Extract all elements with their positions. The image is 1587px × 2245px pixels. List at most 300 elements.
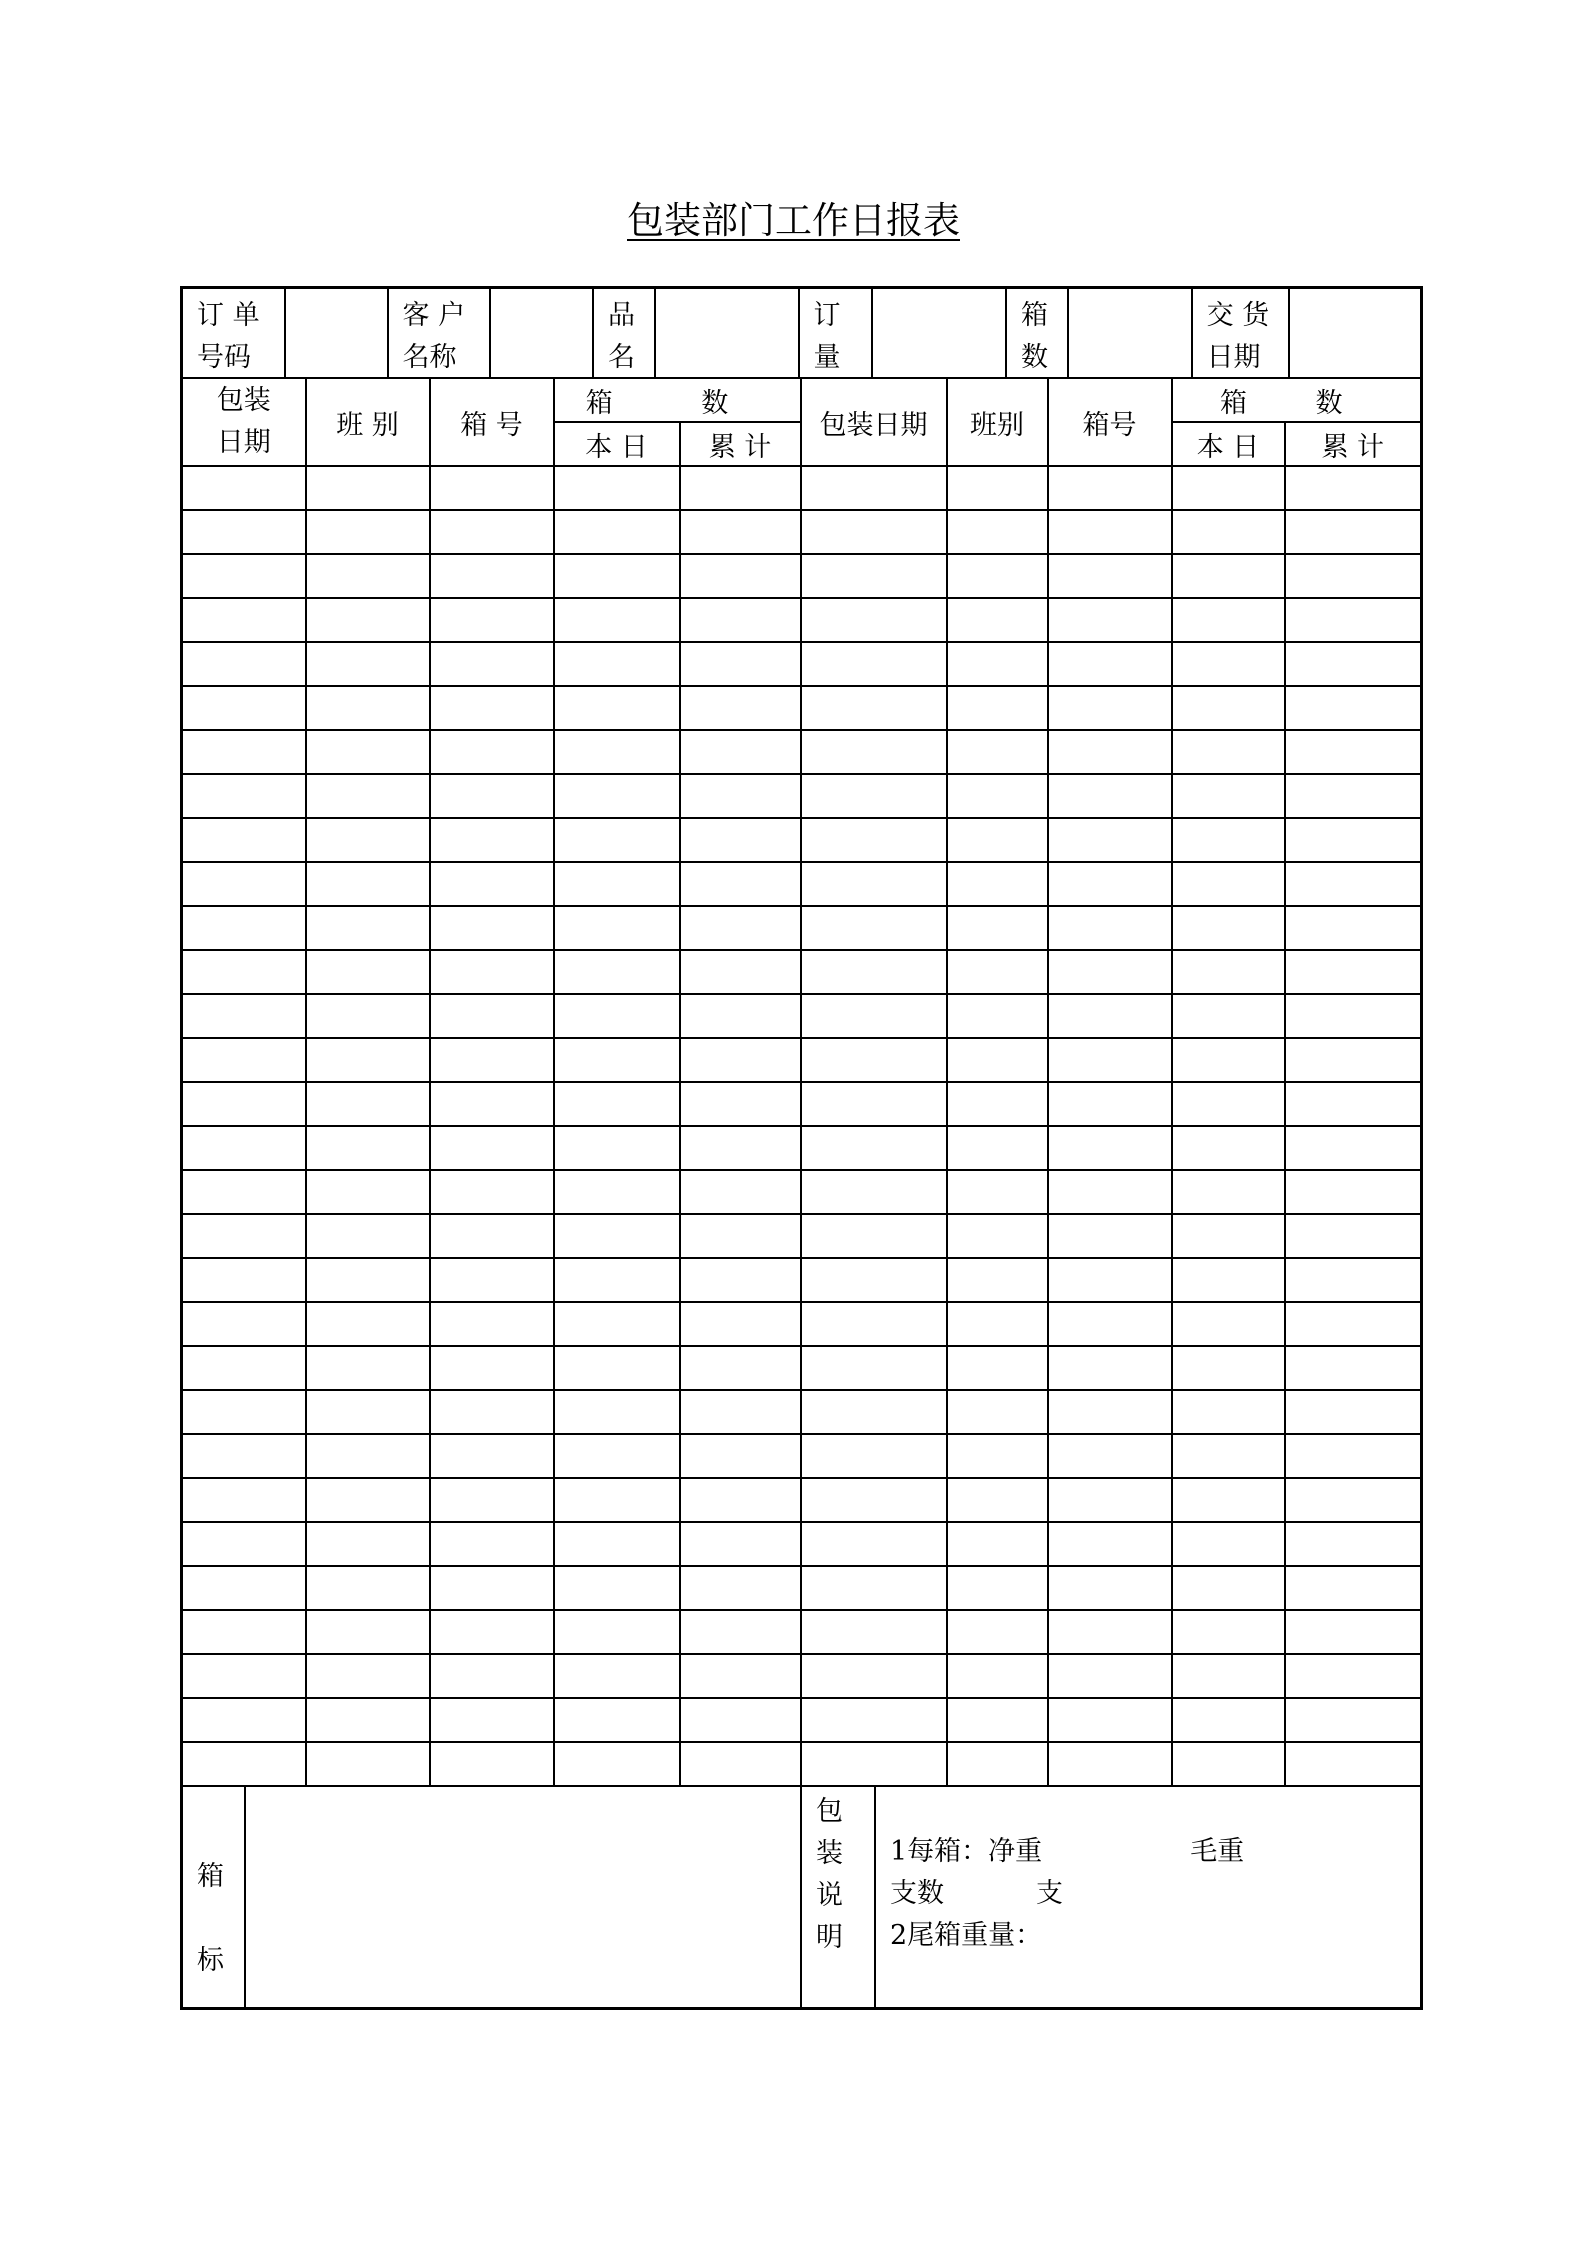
- table-cell[interactable]: [306, 466, 430, 510]
- table-cell[interactable]: [430, 730, 554, 774]
- table-cell[interactable]: [554, 1742, 680, 1786]
- table-cell[interactable]: [1285, 1522, 1422, 1566]
- table-cell[interactable]: [801, 950, 947, 994]
- table-cell[interactable]: [430, 1258, 554, 1302]
- table-cell[interactable]: [801, 642, 947, 686]
- table-cell[interactable]: [680, 1698, 801, 1742]
- table-cell[interactable]: [680, 1478, 801, 1522]
- table-cell[interactable]: [1172, 1434, 1285, 1478]
- table-cell[interactable]: [1285, 1346, 1422, 1390]
- table-cell[interactable]: [306, 554, 430, 598]
- table-cell[interactable]: [1048, 906, 1172, 950]
- table-cell[interactable]: [947, 1610, 1048, 1654]
- table-cell[interactable]: [680, 1742, 801, 1786]
- table-cell[interactable]: [1048, 466, 1172, 510]
- table-cell[interactable]: [1172, 510, 1285, 554]
- table-cell[interactable]: [182, 862, 306, 906]
- table-cell[interactable]: [306, 1170, 430, 1214]
- table-cell[interactable]: [947, 1126, 1048, 1170]
- table-cell[interactable]: [1285, 950, 1422, 994]
- table-cell[interactable]: [306, 774, 430, 818]
- table-cell[interactable]: [801, 1258, 947, 1302]
- table-cell[interactable]: [680, 554, 801, 598]
- table-cell[interactable]: [554, 1478, 680, 1522]
- table-cell[interactable]: [947, 1258, 1048, 1302]
- table-cell[interactable]: [947, 730, 1048, 774]
- table-cell[interactable]: [1172, 1038, 1285, 1082]
- table-cell[interactable]: [554, 1654, 680, 1698]
- table-cell[interactable]: [680, 598, 801, 642]
- table-cell[interactable]: [430, 950, 554, 994]
- table-cell[interactable]: [430, 1654, 554, 1698]
- table-cell[interactable]: [1285, 1742, 1422, 1786]
- table-cell[interactable]: [801, 906, 947, 950]
- table-cell[interactable]: [182, 774, 306, 818]
- table-cell[interactable]: [947, 818, 1048, 862]
- table-cell[interactable]: [430, 1434, 554, 1478]
- table-cell[interactable]: [680, 686, 801, 730]
- table-cell[interactable]: [801, 994, 947, 1038]
- table-cell[interactable]: [1172, 1258, 1285, 1302]
- table-cell[interactable]: [947, 1434, 1048, 1478]
- table-cell[interactable]: [1172, 1126, 1285, 1170]
- table-cell[interactable]: [801, 1038, 947, 1082]
- table-cell[interactable]: [680, 730, 801, 774]
- table-cell[interactable]: [947, 906, 1048, 950]
- order-qty-field[interactable]: [873, 289, 1007, 377]
- table-cell[interactable]: [182, 1126, 306, 1170]
- table-cell[interactable]: [947, 510, 1048, 554]
- table-cell[interactable]: [1172, 774, 1285, 818]
- table-cell[interactable]: [554, 1302, 680, 1346]
- table-cell[interactable]: [1172, 1390, 1285, 1434]
- table-cell[interactable]: [801, 1346, 947, 1390]
- table-cell[interactable]: [306, 818, 430, 862]
- table-cell[interactable]: [1285, 1214, 1422, 1258]
- table-cell[interactable]: [430, 554, 554, 598]
- table-cell[interactable]: [1048, 510, 1172, 554]
- table-cell[interactable]: [182, 1170, 306, 1214]
- table-cell[interactable]: [1172, 906, 1285, 950]
- table-cell[interactable]: [1285, 598, 1422, 642]
- table-cell[interactable]: [1048, 1170, 1172, 1214]
- table-cell[interactable]: [680, 1654, 801, 1698]
- table-cell[interactable]: [1285, 1258, 1422, 1302]
- table-cell[interactable]: [1285, 862, 1422, 906]
- table-cell[interactable]: [554, 1126, 680, 1170]
- table-cell[interactable]: [801, 598, 947, 642]
- table-cell[interactable]: [801, 1698, 947, 1742]
- table-cell[interactable]: [1172, 1346, 1285, 1390]
- table-cell[interactable]: [1285, 1126, 1422, 1170]
- table-cell[interactable]: [801, 1170, 947, 1214]
- table-cell[interactable]: [680, 1258, 801, 1302]
- table-cell[interactable]: [430, 1610, 554, 1654]
- table-cell[interactable]: [306, 1742, 430, 1786]
- table-cell[interactable]: [680, 1038, 801, 1082]
- table-cell[interactable]: [306, 510, 430, 554]
- table-cell[interactable]: [947, 554, 1048, 598]
- table-cell[interactable]: [680, 994, 801, 1038]
- table-cell[interactable]: [1285, 1566, 1422, 1610]
- table-cell[interactable]: [680, 862, 801, 906]
- table-cell[interactable]: [306, 1522, 430, 1566]
- table-cell[interactable]: [1172, 686, 1285, 730]
- table-cell[interactable]: [306, 1302, 430, 1346]
- table-cell[interactable]: [801, 730, 947, 774]
- table-cell[interactable]: [554, 554, 680, 598]
- table-cell[interactable]: [1048, 862, 1172, 906]
- table-cell[interactable]: [801, 1522, 947, 1566]
- table-cell[interactable]: [947, 774, 1048, 818]
- table-cell[interactable]: [430, 1302, 554, 1346]
- table-cell[interactable]: [680, 906, 801, 950]
- table-cell[interactable]: [430, 1478, 554, 1522]
- table-cell[interactable]: [1172, 1742, 1285, 1786]
- table-cell[interactable]: [182, 466, 306, 510]
- table-cell[interactable]: [801, 862, 947, 906]
- table-cell[interactable]: [306, 1434, 430, 1478]
- table-cell[interactable]: [430, 466, 554, 510]
- table-cell[interactable]: [306, 598, 430, 642]
- table-cell[interactable]: [554, 1434, 680, 1478]
- table-cell[interactable]: [1048, 1214, 1172, 1258]
- table-cell[interactable]: [947, 1566, 1048, 1610]
- table-cell[interactable]: [1172, 1654, 1285, 1698]
- table-cell[interactable]: [1285, 994, 1422, 1038]
- table-cell[interactable]: [1285, 906, 1422, 950]
- table-cell[interactable]: [306, 730, 430, 774]
- box-count-field[interactable]: [1069, 289, 1193, 377]
- table-cell[interactable]: [680, 1082, 801, 1126]
- table-cell[interactable]: [1285, 730, 1422, 774]
- table-cell[interactable]: [947, 1478, 1048, 1522]
- table-cell[interactable]: [554, 598, 680, 642]
- table-cell[interactable]: [182, 1742, 306, 1786]
- table-cell[interactable]: [1285, 1082, 1422, 1126]
- table-cell[interactable]: [306, 642, 430, 686]
- table-cell[interactable]: [182, 1082, 306, 1126]
- table-cell[interactable]: [1048, 1390, 1172, 1434]
- table-cell[interactable]: [947, 994, 1048, 1038]
- table-cell[interactable]: [801, 510, 947, 554]
- table-cell[interactable]: [1172, 1214, 1285, 1258]
- table-cell[interactable]: [306, 686, 430, 730]
- table-cell[interactable]: [947, 1654, 1048, 1698]
- table-cell[interactable]: [306, 1126, 430, 1170]
- table-cell[interactable]: [182, 1346, 306, 1390]
- table-cell[interactable]: [947, 1038, 1048, 1082]
- table-cell[interactable]: [430, 1742, 554, 1786]
- table-cell[interactable]: [430, 1346, 554, 1390]
- table-cell[interactable]: [554, 1214, 680, 1258]
- table-cell[interactable]: [182, 1566, 306, 1610]
- table-cell[interactable]: [182, 818, 306, 862]
- table-cell[interactable]: [430, 686, 554, 730]
- table-cell[interactable]: [182, 686, 306, 730]
- table-cell[interactable]: [680, 818, 801, 862]
- table-cell[interactable]: [1285, 686, 1422, 730]
- table-cell[interactable]: [554, 1346, 680, 1390]
- table-cell[interactable]: [1285, 774, 1422, 818]
- table-cell[interactable]: [947, 1742, 1048, 1786]
- table-cell[interactable]: [1172, 950, 1285, 994]
- table-cell[interactable]: [1285, 1654, 1422, 1698]
- table-cell[interactable]: [947, 1522, 1048, 1566]
- table-cell[interactable]: [182, 642, 306, 686]
- table-cell[interactable]: [1048, 1346, 1172, 1390]
- table-cell[interactable]: [554, 1522, 680, 1566]
- table-cell[interactable]: [801, 1082, 947, 1126]
- table-cell[interactable]: [554, 818, 680, 862]
- table-cell[interactable]: [801, 1742, 947, 1786]
- table-cell[interactable]: [1048, 1478, 1172, 1522]
- table-cell[interactable]: [306, 1478, 430, 1522]
- table-cell[interactable]: [947, 1698, 1048, 1742]
- table-cell[interactable]: [1048, 1302, 1172, 1346]
- table-cell[interactable]: [182, 1390, 306, 1434]
- table-cell[interactable]: [182, 1698, 306, 1742]
- table-cell[interactable]: [1172, 818, 1285, 862]
- table-cell[interactable]: [1172, 598, 1285, 642]
- table-cell[interactable]: [554, 730, 680, 774]
- table-cell[interactable]: [1285, 1610, 1422, 1654]
- table-cell[interactable]: [947, 1390, 1048, 1434]
- table-cell[interactable]: [306, 1082, 430, 1126]
- table-cell[interactable]: [801, 1610, 947, 1654]
- table-cell[interactable]: [306, 1258, 430, 1302]
- table-cell[interactable]: [1172, 1566, 1285, 1610]
- table-cell[interactable]: [306, 862, 430, 906]
- table-cell[interactable]: [430, 1170, 554, 1214]
- table-cell[interactable]: [554, 466, 680, 510]
- table-cell[interactable]: [1048, 730, 1172, 774]
- product-field[interactable]: [656, 289, 800, 377]
- table-cell[interactable]: [801, 774, 947, 818]
- table-cell[interactable]: [680, 774, 801, 818]
- table-cell[interactable]: [1172, 994, 1285, 1038]
- table-cell[interactable]: [554, 1258, 680, 1302]
- table-cell[interactable]: [947, 1346, 1048, 1390]
- table-cell[interactable]: [1172, 862, 1285, 906]
- customer-field[interactable]: [491, 289, 594, 377]
- table-cell[interactable]: [1172, 1302, 1285, 1346]
- table-cell[interactable]: [801, 686, 947, 730]
- table-cell[interactable]: [182, 554, 306, 598]
- table-cell[interactable]: [801, 1390, 947, 1434]
- table-cell[interactable]: [680, 1346, 801, 1390]
- table-cell[interactable]: [430, 510, 554, 554]
- table-cell[interactable]: [554, 1170, 680, 1214]
- table-cell[interactable]: [1285, 1478, 1422, 1522]
- table-cell[interactable]: [554, 642, 680, 686]
- table-cell[interactable]: [430, 1390, 554, 1434]
- table-cell[interactable]: [554, 1566, 680, 1610]
- table-cell[interactable]: [430, 862, 554, 906]
- table-cell[interactable]: [801, 1214, 947, 1258]
- table-cell[interactable]: [680, 950, 801, 994]
- table-cell[interactable]: [680, 1214, 801, 1258]
- table-cell[interactable]: [1285, 1170, 1422, 1214]
- table-cell[interactable]: [1172, 730, 1285, 774]
- table-cell[interactable]: [1172, 642, 1285, 686]
- table-cell[interactable]: [801, 1478, 947, 1522]
- table-cell[interactable]: [680, 1522, 801, 1566]
- table-cell[interactable]: [430, 1126, 554, 1170]
- table-cell[interactable]: [1048, 1522, 1172, 1566]
- table-cell[interactable]: [182, 1302, 306, 1346]
- table-cell[interactable]: [680, 466, 801, 510]
- table-cell[interactable]: [182, 1610, 306, 1654]
- table-cell[interactable]: [182, 598, 306, 642]
- table-cell[interactable]: [182, 1258, 306, 1302]
- table-cell[interactable]: [1048, 1082, 1172, 1126]
- table-cell[interactable]: [680, 1390, 801, 1434]
- table-cell[interactable]: [1048, 686, 1172, 730]
- table-cell[interactable]: [182, 1478, 306, 1522]
- table-cell[interactable]: [430, 1522, 554, 1566]
- table-cell[interactable]: [680, 1170, 801, 1214]
- table-cell[interactable]: [430, 1082, 554, 1126]
- table-cell[interactable]: [680, 510, 801, 554]
- table-cell[interactable]: [947, 950, 1048, 994]
- table-cell[interactable]: [554, 1390, 680, 1434]
- table-cell[interactable]: [1048, 1434, 1172, 1478]
- table-cell[interactable]: [306, 1038, 430, 1082]
- table-cell[interactable]: [182, 1214, 306, 1258]
- table-cell[interactable]: [1048, 1126, 1172, 1170]
- table-cell[interactable]: [1285, 1434, 1422, 1478]
- table-cell[interactable]: [554, 994, 680, 1038]
- table-cell[interactable]: [554, 686, 680, 730]
- table-cell[interactable]: [430, 1214, 554, 1258]
- table-cell[interactable]: [947, 686, 1048, 730]
- table-cell[interactable]: [430, 994, 554, 1038]
- table-cell[interactable]: [306, 1654, 430, 1698]
- table-cell[interactable]: [1048, 598, 1172, 642]
- table-cell[interactable]: [1048, 994, 1172, 1038]
- table-cell[interactable]: [306, 1566, 430, 1610]
- table-cell[interactable]: [182, 730, 306, 774]
- table-cell[interactable]: [947, 1214, 1048, 1258]
- table-cell[interactable]: [1285, 1698, 1422, 1742]
- box-mark-field[interactable]: [246, 1787, 802, 2007]
- table-cell[interactable]: [1048, 1610, 1172, 1654]
- table-cell[interactable]: [554, 862, 680, 906]
- table-cell[interactable]: [947, 466, 1048, 510]
- table-cell[interactable]: [1172, 1170, 1285, 1214]
- table-cell[interactable]: [1048, 642, 1172, 686]
- table-cell[interactable]: [801, 1126, 947, 1170]
- table-cell[interactable]: [1285, 466, 1422, 510]
- table-cell[interactable]: [801, 554, 947, 598]
- table-cell[interactable]: [182, 1434, 306, 1478]
- table-cell[interactable]: [182, 906, 306, 950]
- table-cell[interactable]: [1285, 1302, 1422, 1346]
- table-cell[interactable]: [430, 598, 554, 642]
- table-cell[interactable]: [182, 1038, 306, 1082]
- table-cell[interactable]: [1048, 774, 1172, 818]
- table-cell[interactable]: [554, 510, 680, 554]
- table-cell[interactable]: [1172, 554, 1285, 598]
- table-cell[interactable]: [1048, 1654, 1172, 1698]
- table-cell[interactable]: [554, 1610, 680, 1654]
- table-cell[interactable]: [306, 1214, 430, 1258]
- table-cell[interactable]: [801, 1302, 947, 1346]
- table-cell[interactable]: [680, 1434, 801, 1478]
- table-cell[interactable]: [554, 950, 680, 994]
- table-cell[interactable]: [1285, 1038, 1422, 1082]
- table-cell[interactable]: [1048, 1566, 1172, 1610]
- table-cell[interactable]: [947, 642, 1048, 686]
- table-cell[interactable]: [430, 1038, 554, 1082]
- table-cell[interactable]: [306, 994, 430, 1038]
- table-cell[interactable]: [947, 598, 1048, 642]
- table-cell[interactable]: [1172, 1698, 1285, 1742]
- table-cell[interactable]: [306, 950, 430, 994]
- table-cell[interactable]: [554, 1698, 680, 1742]
- table-cell[interactable]: [947, 1302, 1048, 1346]
- table-cell[interactable]: [430, 774, 554, 818]
- table-cell[interactable]: [1285, 642, 1422, 686]
- table-cell[interactable]: [554, 1038, 680, 1082]
- table-cell[interactable]: [554, 906, 680, 950]
- table-cell[interactable]: [1048, 554, 1172, 598]
- table-cell[interactable]: [430, 906, 554, 950]
- table-cell[interactable]: [1172, 1610, 1285, 1654]
- table-cell[interactable]: [1285, 1390, 1422, 1434]
- table-cell[interactable]: [1172, 1082, 1285, 1126]
- table-cell[interactable]: [554, 1082, 680, 1126]
- table-cell[interactable]: [430, 1698, 554, 1742]
- table-cell[interactable]: [947, 1082, 1048, 1126]
- table-cell[interactable]: [1048, 1742, 1172, 1786]
- table-cell[interactable]: [1285, 510, 1422, 554]
- table-cell[interactable]: [680, 1126, 801, 1170]
- table-cell[interactable]: [1048, 950, 1172, 994]
- table-cell[interactable]: [1048, 1698, 1172, 1742]
- table-cell[interactable]: [306, 1610, 430, 1654]
- table-cell[interactable]: [1048, 1038, 1172, 1082]
- table-cell[interactable]: [182, 994, 306, 1038]
- table-cell[interactable]: [947, 1170, 1048, 1214]
- table-cell[interactable]: [182, 1522, 306, 1566]
- table-cell[interactable]: [680, 1302, 801, 1346]
- table-cell[interactable]: [554, 774, 680, 818]
- table-cell[interactable]: [947, 862, 1048, 906]
- table-cell[interactable]: [182, 1654, 306, 1698]
- table-cell[interactable]: [430, 818, 554, 862]
- table-cell[interactable]: [680, 1566, 801, 1610]
- table-cell[interactable]: [306, 1390, 430, 1434]
- table-cell[interactable]: [306, 1698, 430, 1742]
- table-cell[interactable]: [801, 1434, 947, 1478]
- table-cell[interactable]: [1285, 554, 1422, 598]
- table-cell[interactable]: [1172, 1522, 1285, 1566]
- table-cell[interactable]: [680, 642, 801, 686]
- table-cell[interactable]: [1172, 466, 1285, 510]
- table-cell[interactable]: [1048, 818, 1172, 862]
- table-cell[interactable]: [801, 818, 947, 862]
- table-cell[interactable]: [1172, 1478, 1285, 1522]
- table-cell[interactable]: [801, 1654, 947, 1698]
- table-cell[interactable]: [1048, 1258, 1172, 1302]
- table-cell[interactable]: [182, 510, 306, 554]
- table-cell[interactable]: [1285, 818, 1422, 862]
- order-no-field[interactable]: [286, 289, 389, 377]
- table-cell[interactable]: [801, 1566, 947, 1610]
- table-cell[interactable]: [430, 1566, 554, 1610]
